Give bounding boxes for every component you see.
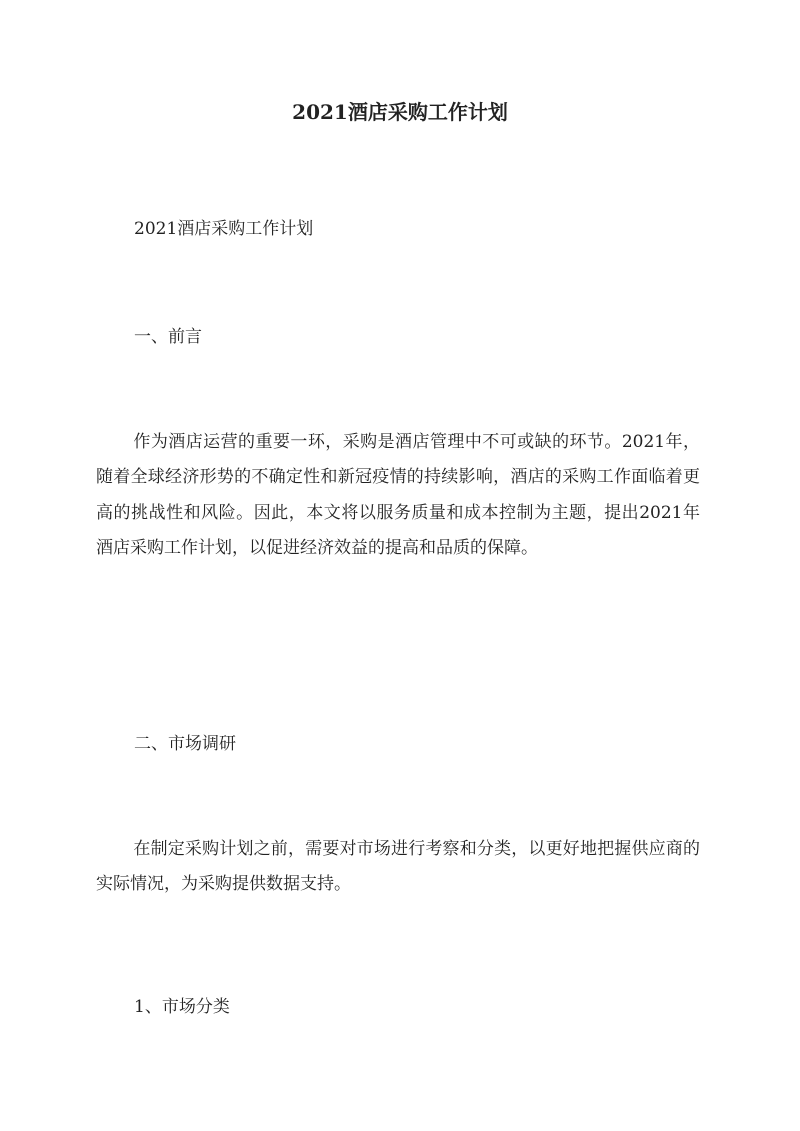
paragraph-preface: 作为酒店运营的重要一环，采购是酒店管理中不可或缺的环节。2021年，随着全球经济形势的不确定性和新冠疫情的持续影响，酒店的采购工作面临着更高的挑战性和风险。因此，本文将以服务质量和成本控制为主题，提出2021年酒店采购工作计划，以促进经济效益的提高和品质的保障。 — [96, 432, 700, 558]
subsection-heading-market-classification: 1、市场分类 — [134, 997, 230, 1017]
section-heading-preface: 一、前言 — [134, 327, 202, 347]
document-title: 2021酒店采购工作计划 — [292, 100, 508, 124]
paragraph-market-research: 在制定采购计划之前，需要对市场进行考察和分类，以更好地把握供应商的实际情况，为采购提供数据支持。 — [96, 839, 700, 895]
document-subtitle: 2021酒店采购工作计划 — [134, 219, 314, 239]
section-heading-market-research: 二、市场调研 — [134, 734, 236, 754]
